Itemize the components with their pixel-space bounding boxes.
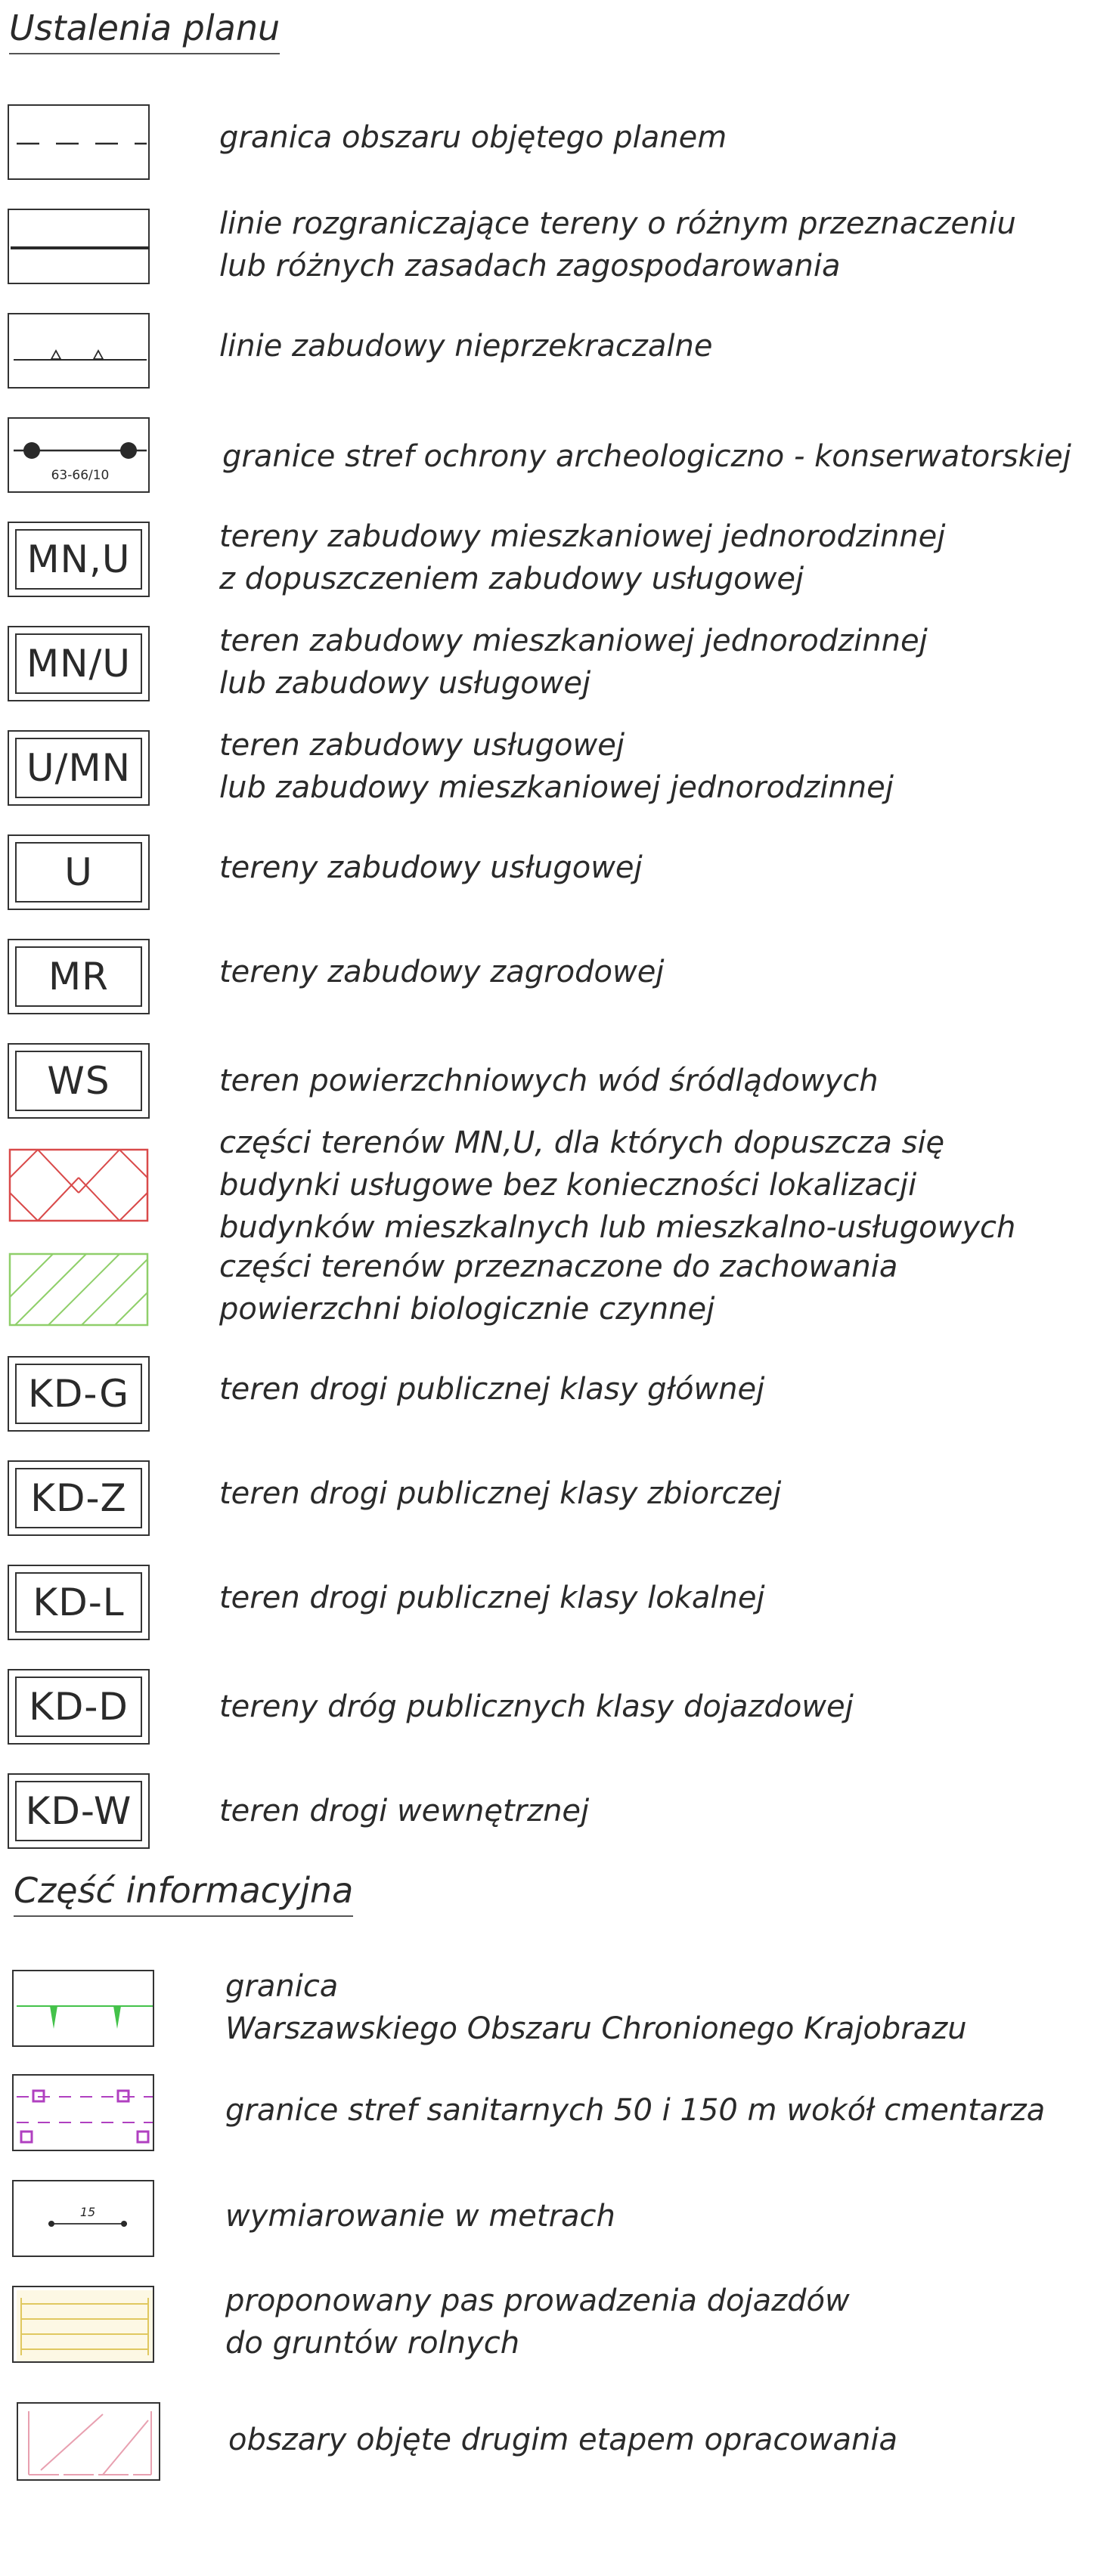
legend-desc: teren zabudowy usługowej lub zabudowy mieszkaniowej jednorodzinnej	[219, 728, 894, 805]
zone-code-box	[8, 1460, 150, 1536]
zone-code-box	[8, 1773, 150, 1849]
purple-sanitary-symbol	[12, 2074, 154, 2151]
legend-desc: części terenów przeznaczone do zachowania powierzchni biologicznie czynnej	[219, 1249, 898, 1327]
archaeology-zone-symbol	[8, 417, 150, 493]
legend-desc: teren drogi wewnętrznej	[219, 1794, 590, 1828]
zone-code: MR	[15, 946, 142, 1007]
legend-desc: tereny dróg publicznych klasy dojazdowej	[219, 1689, 854, 1724]
legend-desc: granica Warszawskiego Obszaru Chronionego Krajobrazu	[225, 1969, 967, 2046]
legend-desc: tereny zabudowy mieszkaniowej jednorodzinnej z dopuszczeniem zabudowy usługowej	[219, 519, 946, 596]
zone-code: MN,U	[15, 529, 142, 590]
dashed-boundary-symbol	[8, 104, 150, 180]
legend-desc: teren drogi publicznej klasy głównej	[219, 1372, 765, 1407]
zone-code: KD-D	[15, 1677, 142, 1737]
section-title-info: Część informacyjna	[14, 1870, 353, 1917]
zone-code: KD-L	[15, 1572, 142, 1633]
legend-desc: granice stref sanitarnych 50 i 150 m wokół cmentarza	[225, 2093, 1046, 2128]
section-title-plan: Ustalenia planu	[9, 8, 280, 54]
zone-code-box	[8, 939, 150, 1014]
legend-desc: linie zabudowy nieprzekraczalne	[219, 329, 713, 364]
zone-code-box	[8, 834, 150, 910]
legend-desc: części terenów MN,U, dla których dopuszcza się budynki usługowe bez konieczności lokalizacji budynków mieszkalnych lub mieszkalno-usługowych	[219, 1125, 1016, 1245]
dimension-symbol	[12, 2180, 154, 2257]
yellow-lane-symbol	[12, 2286, 154, 2363]
green-teeth-symbol	[12, 1970, 154, 2047]
legend-desc: proponowany pas prowadzenia dojazdów do gruntów rolnych	[225, 2283, 850, 2361]
zone-code-box	[8, 522, 150, 597]
zone-code: U	[15, 842, 142, 903]
legend-desc: tereny zabudowy zagrodowej	[219, 955, 665, 989]
zone-code-box	[8, 1356, 150, 1432]
legend-desc: teren drogi publicznej klasy zbiorczej	[219, 1476, 782, 1511]
zone-code-box	[8, 1043, 150, 1119]
legend-desc: linie rozgraniczające tereny o różnym przeznaczeniu lub różnych zasadach zagospodarowania	[219, 206, 1016, 283]
pink-area-symbol	[17, 2402, 160, 2481]
legend-desc: teren zabudowy mieszkaniowej jednorodzinnej lub zabudowy usługowej	[219, 624, 928, 701]
archaeology-zone-label: 63-66/10	[51, 468, 110, 483]
zone-code: U/MN	[15, 738, 142, 798]
legend-desc: teren powierzchniowych wód śródlądowych	[219, 1064, 879, 1098]
building-line-symbol	[8, 313, 150, 389]
zone-code-box	[8, 730, 150, 806]
legend-desc: granice stref ochrony archeologiczno - konserwatorskiej	[222, 439, 1071, 474]
solid-line-symbol	[8, 209, 150, 284]
zone-code-box	[8, 626, 150, 701]
zone-code: WS	[15, 1051, 142, 1111]
zone-code-box	[8, 1669, 150, 1745]
dimension-label: 15	[79, 2205, 96, 2219]
red-cross-hatch-symbol	[8, 1147, 150, 1223]
zone-code: KD-W	[15, 1781, 142, 1841]
zone-code: KD-Z	[15, 1468, 142, 1528]
legend-desc: tereny zabudowy usługowej	[219, 850, 643, 885]
legend-desc: teren drogi publicznej klasy lokalnej	[219, 1581, 765, 1615]
legend-desc: wymiarowanie w metrach	[225, 2199, 615, 2234]
zone-code-box	[8, 1565, 150, 1640]
zone-code: KD-G	[15, 1364, 142, 1424]
legend-desc: granica obszaru objętego planem	[219, 120, 727, 155]
green-hatch-symbol	[8, 1252, 150, 1327]
legend-desc: obszary objęte drugim etapem opracowania	[228, 2423, 897, 2457]
zone-code: MN/U	[15, 633, 142, 694]
